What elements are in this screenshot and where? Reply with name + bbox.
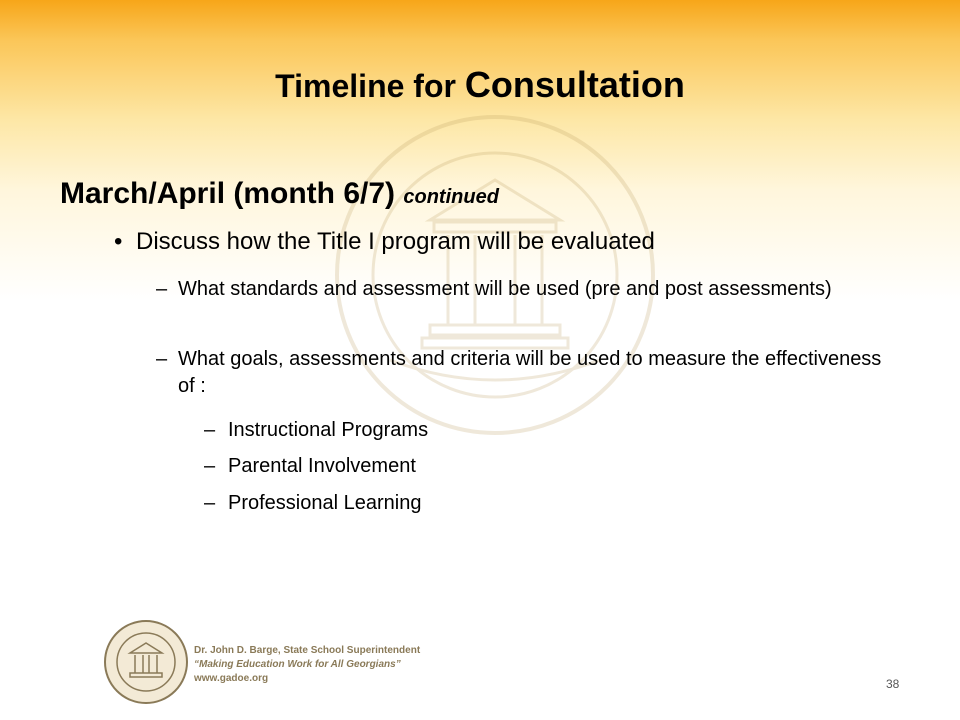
page-number: 38 xyxy=(886,677,900,691)
sub-sub-item xyxy=(204,453,416,480)
sub-sub-item-text: Instructional Programs xyxy=(228,419,429,441)
dash-marker: – xyxy=(156,348,168,370)
title-prefix: Timeline for xyxy=(275,68,456,104)
sub-sub-item-text: Professional Learning xyxy=(228,492,422,514)
dash-marker: – xyxy=(204,419,216,441)
georgia-doe-logo-icon xyxy=(103,619,189,705)
dash-marker: – xyxy=(204,455,216,477)
section-heading xyxy=(60,177,499,211)
bullet-text: Discuss how the Title I program will be evaluated xyxy=(136,228,655,255)
sub-item-text: What goals, assessments and criteria will be used to measure the effectiveness of : xyxy=(178,348,882,397)
title-main-word: Consultation xyxy=(464,64,685,105)
sub-sub-item xyxy=(204,417,428,444)
sub-item-text: What standards and assessment will be used (pre and post assessments) xyxy=(178,278,832,300)
footer-info xyxy=(194,644,420,686)
heading-text: March/April (month 6/7) xyxy=(60,177,396,210)
slide-title xyxy=(0,64,960,106)
footer-slogan: “Making Education Work for All Georgians” xyxy=(194,659,401,670)
footer-website: www.gadoe.org xyxy=(194,673,269,684)
sub-item xyxy=(156,276,896,303)
dash-marker: – xyxy=(156,278,168,300)
footer-superintendent: Dr. John D. Barge, State School Superintendent xyxy=(194,645,421,656)
sub-item xyxy=(156,346,896,400)
sub-sub-item-text: Parental Involvement xyxy=(228,455,416,477)
dash-marker: – xyxy=(204,492,216,514)
heading-suffix: continued xyxy=(403,186,499,208)
sub-sub-item xyxy=(204,490,421,517)
bullet-item xyxy=(114,228,655,256)
bullet-marker: • xyxy=(114,228,123,255)
